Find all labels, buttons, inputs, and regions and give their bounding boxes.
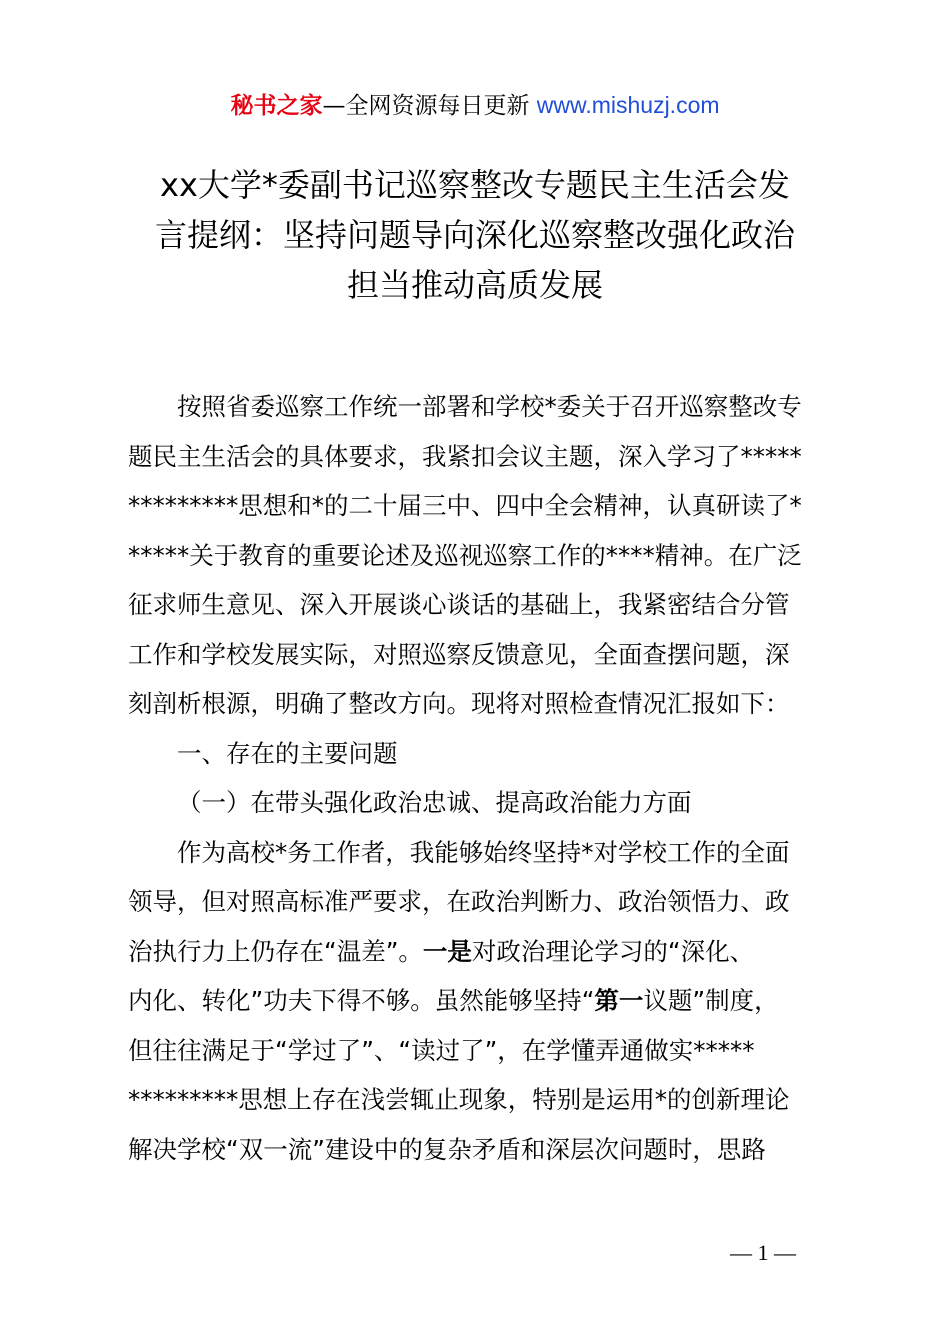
paragraph-line [128, 976, 833, 1026]
paragraph-line: 题民主生活会的具体要求，我紧扣会议主题，深入学习了***** [128, 441, 802, 471]
text-run: 治执行力上仍存在“温差”。 [128, 936, 423, 966]
bold-keyword: 一是 [422, 936, 472, 966]
site-url-link[interactable]: www.mishuzj.com [536, 92, 720, 118]
paragraph-line: 工作和学校发展实际，对照巡察反馈意见，全面查摆问题，深 [128, 639, 790, 669]
paragraph-line: 解决学校“双一流”建设中的复杂矛盾和深层次问题时，思路 [128, 1134, 766, 1164]
paragraph-line: 作为高校*务工作者，我能够始终坚持*对学校工作的全面 [177, 837, 790, 867]
paragraph-line: 但往往满足于“学过了”、“读过了”，在学懂弄通做实***** [128, 1035, 755, 1065]
paragraph-line: *****关于教育的重要论述及巡视巡察工作的****精神。在广泛 [128, 540, 802, 570]
title-line: 担当推动高质发展 [346, 266, 603, 304]
header-tagline: —全网资源每日更新 [322, 93, 537, 119]
paragraph-line [128, 927, 833, 977]
title-line: xx大学*委副书记巡察整改专题民主生活会发 [160, 166, 790, 204]
title-line: 言提纲：坚持问题导向深化巡察整改强化政治 [154, 216, 795, 254]
section-heading: 一、存在的主要问题 [177, 738, 398, 768]
text-run: 议题”制度， [643, 986, 779, 1015]
paragraph-line: *********思想上存在浅尝辄止现象，特别是运用*的创新理论 [128, 1085, 790, 1114]
subsection-heading: （一）在带头强化政治忠诚、提高政治能力方面 [177, 788, 692, 817]
paragraph-line: *********思想和*的二十届三中、四中全会精神，认真研读了* [128, 491, 802, 520]
paragraph-line: 领导，但对照高标准严要求，在政治判断力、政治领悟力、政 [128, 887, 790, 916]
site-header [0, 88, 950, 123]
document-title [128, 160, 822, 310]
text-run: 内化、转化”功夫下得不够。虽然能够坚持“ [128, 986, 595, 1015]
paragraph-line: 征求师生意见、深入开展谈心谈话的基础上，我紧密结合分管 [128, 590, 790, 619]
page-number: — 1 — [730, 1240, 796, 1265]
bold-keyword: 第一 [594, 986, 644, 1015]
paragraph-line: 刻剖析根源，明确了整改方向。现将对照检查情况汇报如下： [128, 689, 790, 718]
brand-name: 秘书之家 [230, 93, 323, 119]
text-run: 对政治理论学习的“深化、 [471, 936, 755, 966]
paragraph-line: 按照省委巡察工作统一部署和学校*委关于召开巡察整改专 [177, 392, 802, 421]
document-body [128, 382, 833, 1174]
